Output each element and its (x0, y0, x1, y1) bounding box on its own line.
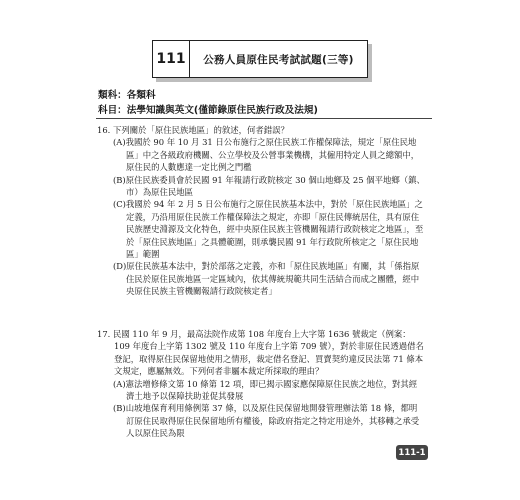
header-box (152, 40, 368, 78)
exam-meta (98, 88, 318, 118)
question-stem: 17. 民國 110 年 9 月，最高法院作成第 108 年度台上大字第 1636 號裁定（例案：109 年度台上字第 1302 號及 110 年度台上字第 709 號），對於非原住民透過借名登記，取得原住民保留地使用之情形，裁定借名登記、買賣契約違反民法第 71 條本文規定，應屬無效。下列何者非屬本裁定所採取的理由？ (97, 329, 424, 377)
option-a: (A)我國於 90 年 10 月 31 日公布施行之原住民族工作權保障法，規定「原住民地區」中之各級政府機關、公立學校及公營事業機構，其僱用特定人員之總額中，原住民的人數應達一定比例之門檻 (113, 137, 420, 173)
option-c: (C)我國於 94 年 2 月 5 日公布施行之原住民族基本法中，對於「原住民族地區」之定義，乃沿用原住民族工作權保障法之規定，亦即「原住民傳統居住，具有原住民族歷史淵源及文化特色，經中央原住民族主管機關報請行政院核定之地區」，至於「原住民族地區」之具體範圍，則承襲民國 91 年行政院所核定之「原住民地區」範圍 (113, 199, 424, 260)
option-a: (A)憲法增修條文第 10 條第 12 項，即已揭示國家應保障原住民族之地位，對其經濟土地予以保障扶助並促其發展 (113, 378, 418, 402)
exam-header (152, 40, 368, 78)
option-d: (D)原住民族基本法中，對於部落之定義，亦和「原住民族地區」有關，其「係指原住民於原住民族地區一定區域內，依其傳統規範共同生活結合而成之團體，經中央原住民族主管機關報請行政院核定者」 (113, 261, 420, 297)
page-number: 111-1 (396, 445, 428, 460)
question-17 (97, 328, 425, 440)
exam-title: 公務人員原住民考試試題(三等) (203, 53, 354, 66)
divider (96, 118, 432, 119)
subject-line: 科目：法學知識與英文(僅節錄原住民族行政及法規) (98, 105, 318, 116)
option-b: (B)原住民族委員會於民國 91 年報請行政院核定 30 個山地鄉及 25 個平地鄉（鎮、市）為原住民地區 (113, 174, 425, 198)
exam-year-number: 111 (153, 41, 190, 77)
option-b: (B)山坡地保育利用條例第 37 條，以及原住民保留地開發管理辦法第 18 條，都明訂原住民取得原住民保留地所有權後，除政府指定之特定用途外，其移轉之承受人以原住民為限 (113, 403, 420, 439)
category-line: 類科：各類科 (98, 90, 156, 101)
question-16 (97, 124, 425, 298)
question-stem: 16. 下列關於「原住民族地區」的敘述，何者錯誤？ (97, 125, 289, 135)
